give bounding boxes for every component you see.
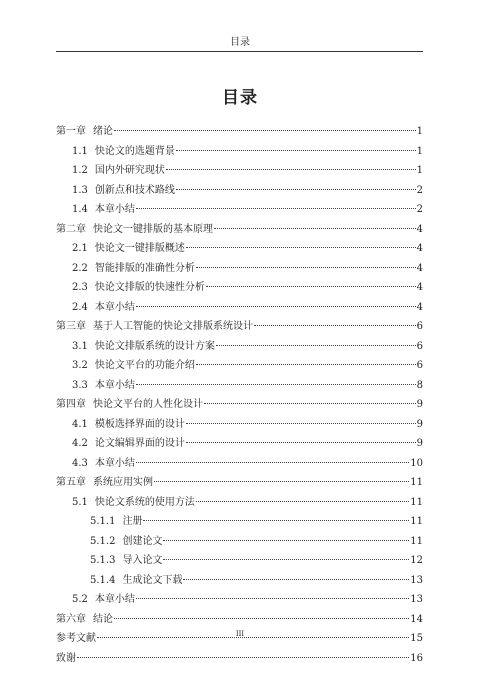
toc-dot-leader [143,520,409,521]
toc-dot-leader [176,189,416,190]
toc-entry-page: 13 [410,594,423,605]
table-of-contents [56,122,423,668]
toc-entry-title: 本章小结 [94,457,135,469]
toc-entry[interactable] [56,473,423,493]
toc-entry-title: 致谢 [56,652,76,664]
toc-entry-page: 6 [416,340,423,352]
toc-entry-page: 6 [416,360,423,371]
toc-entry[interactable] [56,200,423,220]
toc-entry-page: 9 [416,399,423,410]
toc-dot-leader [163,559,409,560]
toc-entry-page: 10 [410,457,423,469]
toc-entry-number: 3.1 [72,340,88,352]
toc-entry-page: 9 [416,418,423,430]
toc-dot-leader [136,384,416,385]
toc-entry-page: 11 [410,516,423,527]
toc-entry[interactable] [56,551,423,571]
toc-entry-number: 5.1.1 [90,516,116,527]
toc-entry-title: 结论 [93,613,113,625]
toc-entry-title: 快论文一键排版概述 [94,243,185,254]
toc-entry[interactable] [56,493,423,513]
toc-entry-title: 国内外研究现状 [94,165,165,176]
toc-entry[interactable] [56,220,423,240]
toc-dot-leader [176,150,416,151]
running-header: 目录 [230,37,250,48]
toc-entry-page: 2 [416,184,423,196]
toc-entry-number: 4.1 [72,418,88,430]
toc-dot-leader [186,442,416,443]
toc-dot-leader [154,481,409,482]
toc-entry[interactable] [56,454,423,474]
toc-entry-number: 5.1.4 [90,574,116,586]
toc-entry-number: 第五章 [56,477,86,488]
toc-entry-number: 2.4 [72,301,88,313]
toc-entry-page: 14 [410,613,423,625]
toc-entry[interactable] [56,590,423,610]
toc-entry-page: 12 [410,555,423,566]
toc-entry-page: 6 [416,321,423,332]
toc-entry-page: 11 [410,496,423,508]
toc-entry[interactable] [56,337,423,357]
toc-entry[interactable] [56,434,423,454]
toc-entry-title: 本章小结 [94,594,135,605]
toc-entry-title: 快论文平台的人性化设计 [93,399,203,410]
toc-dot-leader [166,169,416,170]
toc-dot-leader [77,657,409,658]
toc-entry-number: 5.2 [72,594,88,605]
toc-dot-leader [196,364,416,365]
toc-entry[interactable] [56,512,423,532]
toc-entry[interactable] [56,122,423,142]
toc-entry-title: 智能排版的准确性分析 [94,262,195,274]
toc-entry-number: 2.2 [72,262,88,274]
page-title: 目录 [222,88,258,108]
toc-entry-number: 第一章 [56,126,86,137]
toc-entry-number: 2.3 [72,282,88,293]
toc-entry-page: 8 [416,379,423,391]
toc-entry-page: 2 [416,204,423,215]
toc-entry-number: 4.2 [72,438,88,449]
toc-entry-number: 1.4 [72,204,88,215]
toc-entry-title: 快论文的选题背景 [94,145,175,157]
toc-entry-page: 4 [416,262,423,274]
toc-entry-title: 本章小结 [94,379,135,391]
toc-entry-page: 9 [416,438,423,449]
toc-entry-page: 11 [410,535,423,547]
toc-dot-leader [183,579,409,580]
toc-entry-number: 第三章 [56,321,86,332]
toc-dot-leader [216,345,416,346]
toc-entry-title: 系统应用实例 [93,477,153,488]
toc-dot-leader [114,130,416,131]
toc-entry-number: 第四章 [56,399,86,410]
toc-entry-title: 本章小结 [94,301,135,313]
toc-entry[interactable] [56,142,423,162]
toc-entry-title: 模板选择界面的设计 [94,418,185,430]
toc-entry-number: 1.1 [72,145,88,157]
toc-entry-page: 11 [410,477,423,488]
toc-entry-page: 16 [410,652,423,664]
toc-entry-title: 注册 [122,516,143,527]
toc-entry-number: 5.1.2 [90,535,116,547]
toc-entry[interactable] [56,415,423,435]
toc-entry[interactable] [56,259,423,279]
toc-dot-leader [206,286,416,287]
toc-entry-number: 4.3 [72,457,88,469]
toc-dot-leader [196,501,409,502]
toc-dot-leader [136,462,409,463]
toc-dot-leader [196,267,416,268]
toc-entry-title: 生成论文下载 [122,574,183,586]
toc-entry-title: 本章小结 [94,204,135,215]
toc-entry-page: 4 [416,243,423,254]
toc-entry-title: 导入论文 [122,555,163,566]
toc-entry-number: 3.3 [72,379,88,391]
toc-dot-leader [186,423,416,424]
toc-entry-page: 1 [416,165,423,176]
toc-entry-title: 快论文一键排版的基本原理 [93,223,213,235]
toc-entry-page: 13 [410,574,423,586]
toc-entry-title: 快论文排版的快速性分析 [94,282,205,293]
toc-entry-page: 4 [416,282,423,293]
toc-dot-leader [114,618,409,619]
toc-entry-number: 5.1 [72,496,88,508]
toc-entry[interactable] [56,532,423,552]
toc-dot-leader [204,403,416,404]
toc-entry[interactable] [56,181,423,201]
toc-entry[interactable] [56,376,423,396]
toc-entry[interactable] [56,649,423,669]
toc-entry-title: 创建论文 [122,535,163,547]
toc-entry-title: 基于人工智能的快论文排版系统设计 [93,321,253,332]
toc-entry-title: 参考文献 [56,633,96,644]
toc-entry-number: 1.3 [72,184,88,196]
toc-entry-title: 快论文系统的使用方法 [94,496,195,508]
toc-dot-leader [186,247,416,248]
toc-entry[interactable] [56,356,423,376]
toc-entry-title: 论文编辑界面的设计 [94,438,185,449]
toc-entry-number: 5.1.3 [90,555,116,566]
toc-entry-number: 2.1 [72,243,88,254]
toc-dot-leader [254,325,416,326]
toc-entry-page: 15 [410,633,423,644]
toc-entry[interactable] [56,278,423,298]
toc-entry[interactable] [56,395,423,415]
toc-entry-page: 4 [416,301,423,313]
toc-dot-leader [136,208,416,209]
toc-entry-number: 第六章 [56,613,86,625]
toc-entry-page: 4 [416,223,423,235]
toc-entry[interactable] [56,317,423,337]
toc-entry-number: 3.2 [72,360,88,371]
toc-entry-title: 创新点和技术路线 [94,184,175,196]
toc-entry-page: 1 [416,145,423,157]
toc-dot-leader [214,228,416,229]
toc-dot-leader [136,598,409,599]
header-rule [56,51,423,52]
toc-entry-number: 第二章 [56,223,86,235]
toc-entry-page: 1 [416,126,423,137]
toc-entry-number: 1.2 [72,165,88,176]
toc-entry[interactable] [56,298,423,318]
toc-dot-leader [163,540,409,541]
toc-entry[interactable] [56,239,423,259]
page-number: III [235,630,245,638]
toc-entry[interactable] [56,610,423,630]
toc-entry-title: 快论文排版系统的设计方案 [94,340,215,352]
toc-dot-leader [136,306,416,307]
toc-entry[interactable] [56,571,423,591]
toc-entry-title: 快论文平台的功能介绍 [94,360,195,371]
toc-entry-title: 绪论 [93,126,113,137]
toc-entry[interactable] [56,161,423,181]
